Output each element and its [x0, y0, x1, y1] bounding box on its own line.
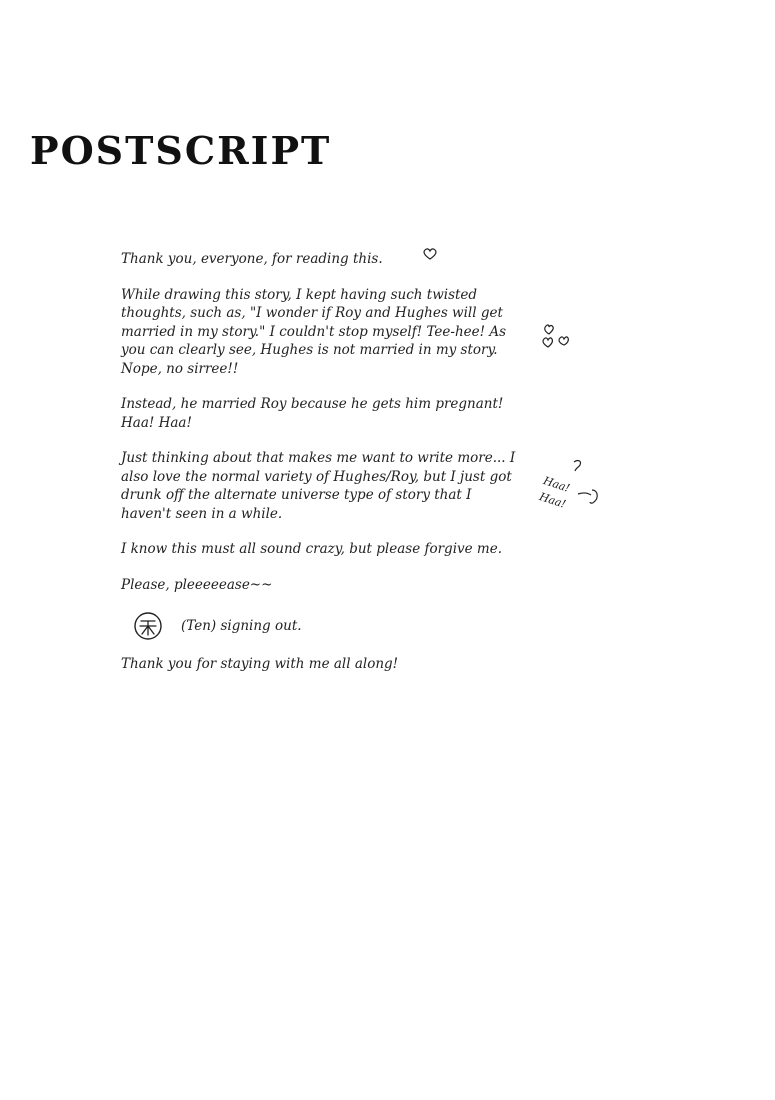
signoff-line	[121, 611, 521, 641]
heart-icon	[422, 247, 438, 261]
signoff-text: (Ten) signing out.	[181, 617, 302, 634]
margin-haa-2: Haa!	[537, 490, 568, 511]
paragraph-married-roy: Instead, he married Roy because he gets him pregnant! Haa! Haa!	[121, 396, 504, 431]
margin-haa-1: Haa!	[541, 474, 572, 495]
postscript-letter	[121, 250, 521, 691]
paragraph-please: Please, pleeeeease~~	[121, 576, 273, 593]
laugh-scribble-icon	[566, 458, 606, 510]
paragraph-forgive: I know this must all sound crazy, but please forgive me.	[121, 541, 502, 557]
paragraph-thanks: Thank you, everyone, for reading this.	[121, 251, 383, 267]
paragraph-write-more: Just thinking about that makes me want to write more... I also love the normal variety of Hughes/Roy, but I just got drunk off the alternate universe type of story that I haven't seen in a while.	[121, 450, 516, 522]
paragraph-twisted-thoughts: While drawing this story, I kept having such twisted thoughts, such as, "I wonder if Roy and Hughes will get married in my story." I couldn't stop myself! Tee-hee! As you can clearly see, Hughes is not married in my story. Nope, no sirree!!	[121, 286, 507, 377]
page-title: POSTSCRIPT	[30, 128, 332, 173]
hearts-icon	[540, 322, 576, 350]
closing-line: Thank you for staying with me all along!	[121, 656, 399, 672]
ten-seal-icon	[133, 611, 163, 641]
